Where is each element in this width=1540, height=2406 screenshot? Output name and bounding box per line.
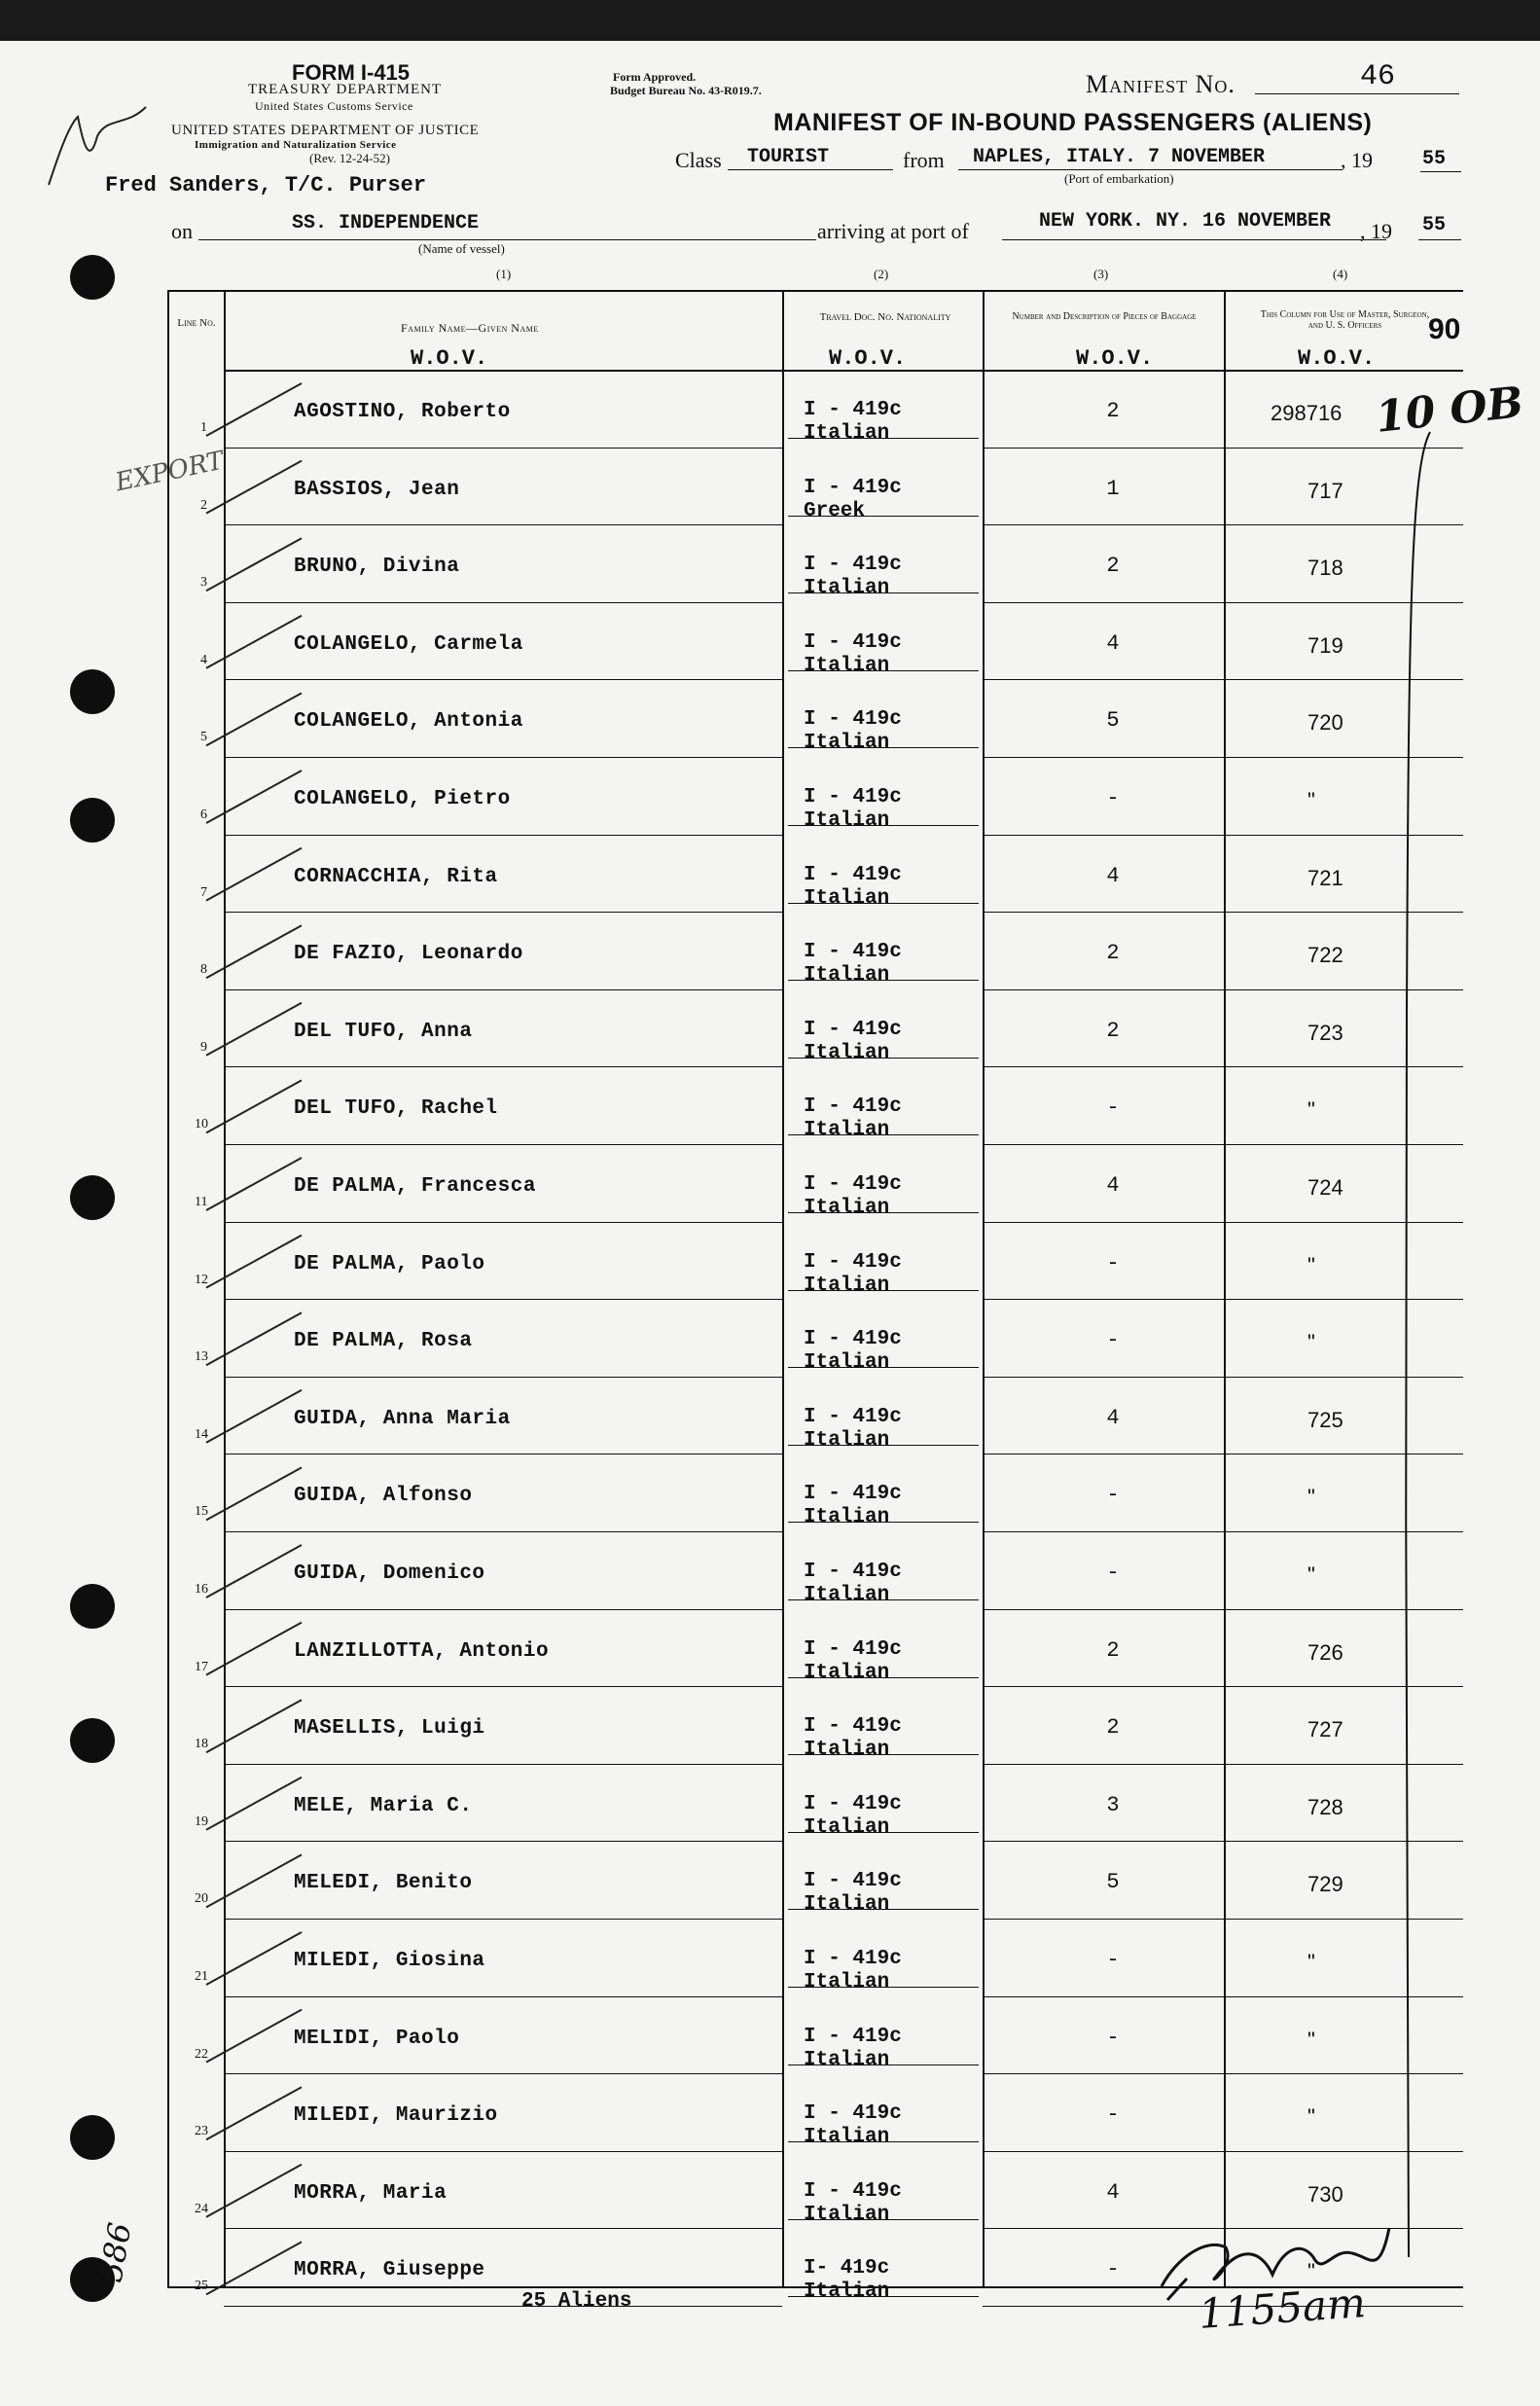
nationality: Italian — [804, 886, 890, 910]
row-rule-rest — [983, 524, 1463, 525]
ins-service: Immigration and Naturalization Service — [195, 139, 397, 151]
col-number-2: (2) — [874, 267, 889, 281]
row-rule-rest — [983, 1066, 1463, 1067]
officer-number: " — [1307, 1330, 1315, 1355]
baggage-count: 3 — [1106, 1792, 1120, 1817]
baggage-count: - — [1106, 1561, 1120, 1585]
passenger-name: MASELLIS, Luigi — [294, 1717, 485, 1741]
arriving-label: arriving at port of — [817, 219, 969, 243]
line-number: 3 — [200, 575, 207, 591]
passenger-name: DE FAZIO, Leonardo — [294, 943, 523, 966]
officer-number: 717 — [1307, 478, 1343, 503]
class-rule — [728, 169, 893, 170]
travel-doc-number: I - 419c — [804, 1637, 902, 1661]
line-number: 5 — [200, 730, 207, 745]
line-number: 12 — [195, 1272, 208, 1287]
row-rule-name — [224, 835, 782, 836]
nationality: Italian — [804, 809, 890, 832]
year-prefix-2: , 19 — [1360, 219, 1392, 243]
nationality: Italian — [804, 1893, 890, 1917]
baggage-header: Number and Description of Pieces of Baggage — [1012, 311, 1197, 322]
passenger-name: GUIDA, Alfonso — [294, 1485, 473, 1508]
row-rule-name — [224, 912, 782, 913]
row-rule-rest — [983, 912, 1463, 913]
row-rule-name — [224, 1222, 782, 1223]
passenger-name: COLANGELO, Pietro — [294, 788, 511, 810]
row-rule-doc — [788, 980, 979, 981]
row-rule-doc — [788, 1445, 979, 1446]
row-rule-doc — [788, 1522, 979, 1523]
row-rule-rest — [983, 757, 1463, 758]
row-rule-rest — [983, 679, 1463, 680]
officer-header: This Column for Use of Master, Surgeon, and U. S. Officers — [1260, 309, 1430, 331]
row-rule-doc — [788, 2219, 979, 2220]
row-rule-name — [224, 448, 782, 449]
travel-doc-number: I - 419c — [804, 1405, 902, 1428]
baggage-count: - — [1106, 1948, 1120, 1972]
doc-header: Travel Doc. No. Nationality — [819, 311, 951, 323]
row-rule-rest — [983, 835, 1463, 836]
travel-doc-number: I - 419c — [804, 1250, 902, 1274]
passenger-name: MORRA, Giuseppe — [294, 2259, 485, 2282]
line-number: 23 — [195, 2124, 208, 2139]
row-rule-rest — [983, 2151, 1463, 2152]
row-rule-doc — [788, 2296, 979, 2297]
travel-doc-number: I - 419c — [804, 786, 902, 808]
nationality: Italian — [804, 1351, 890, 1375]
manifest-no-value: 46 — [1360, 60, 1396, 93]
row-rule-name — [224, 1609, 782, 1610]
row-rule-rest — [983, 448, 1463, 449]
travel-doc-number: I - 419c — [804, 1095, 902, 1119]
punch-hole — [70, 2115, 115, 2160]
line-number: 11 — [195, 1195, 208, 1209]
baggage-count: - — [1106, 1250, 1120, 1275]
row-rule-rest — [983, 1686, 1463, 1687]
row-rule-name — [224, 1841, 782, 1842]
row-rule-name — [224, 757, 782, 758]
officer-number: 721 — [1307, 865, 1343, 890]
punch-hole — [70, 1718, 115, 1763]
passenger-name: DE PALMA, Paolo — [294, 1252, 485, 1275]
passenger-name: GUIDA, Domenico — [294, 1562, 485, 1585]
travel-doc-number: I - 419c — [804, 1328, 902, 1351]
line-number: 13 — [195, 1349, 208, 1365]
line-number: 2 — [200, 497, 207, 513]
officer-signature — [1148, 2218, 1411, 2306]
time-handwriting: 1155am — [1197, 2279, 1368, 2338]
form-approved: Form Approved. — [613, 70, 697, 84]
officer-number: 723 — [1307, 1020, 1343, 1045]
customs-service: United States Customs Service — [255, 99, 413, 113]
ob-handwriting: 10 OB — [1373, 377, 1526, 443]
baggage-count: - — [1106, 2025, 1120, 2050]
row-rule-name — [224, 2228, 782, 2229]
line-number: 8 — [200, 962, 207, 978]
travel-doc-number: I - 419c — [804, 708, 902, 732]
passenger-name: BRUNO, Divina — [294, 556, 460, 579]
passenger-name: DE PALMA, Rosa — [294, 1330, 473, 1353]
line-number: 14 — [195, 1426, 208, 1442]
baggage-count: 4 — [1106, 2179, 1120, 2205]
row-rule-rest — [983, 1609, 1463, 1610]
from-rule — [958, 169, 1343, 170]
row-rule-rest — [983, 2073, 1463, 2074]
passenger-name: DE PALMA, Francesca — [294, 1175, 536, 1198]
travel-doc-number: I - 419c — [804, 1173, 902, 1196]
travel-doc-number: I - 419c — [804, 1483, 902, 1506]
officer-number: 728 — [1307, 1794, 1343, 1819]
row-rule-rest — [983, 1531, 1463, 1532]
treasury-dept: TREASURY DEPARTMENT — [248, 82, 443, 97]
year-rule-2 — [1418, 239, 1461, 240]
nationality: Italian — [804, 1119, 890, 1142]
travel-doc-number: I - 419c — [804, 941, 902, 964]
row-rule-doc — [788, 438, 979, 439]
travel-doc-number: I - 419c — [804, 2179, 902, 2203]
passenger-name: DEL TUFO, Rachel — [294, 1097, 498, 1121]
row-rule-doc — [788, 1367, 979, 1368]
travel-doc-number: I - 419c — [804, 2025, 902, 2048]
row-rule-doc — [788, 1290, 979, 1291]
passenger-name: MORRA, Maria — [294, 2181, 448, 2205]
nationality: Italian — [804, 1274, 890, 1297]
baggage-count: 4 — [1106, 863, 1120, 888]
row-rule-rest — [983, 1841, 1463, 1842]
row-rule-rest — [983, 1144, 1463, 1145]
baggage-count: 2 — [1106, 941, 1120, 966]
nationality: Italian — [804, 964, 890, 988]
manifest-no-label: Manifest No. — [1086, 70, 1236, 98]
officer-number: 726 — [1307, 1639, 1343, 1665]
line-number: 21 — [195, 1969, 208, 1984]
officer-bracket-line — [1401, 428, 1440, 2286]
officer-number: " — [1307, 1562, 1315, 1587]
row-rule-doc — [788, 747, 979, 748]
line-number: 20 — [195, 1891, 208, 1907]
passenger-name: CORNACCHIA, Rita — [294, 865, 498, 888]
line-number: 6 — [200, 808, 207, 822]
vessel-caption: (Name of vessel) — [418, 241, 505, 256]
punch-hole — [70, 255, 115, 300]
travel-doc-number: I - 419c — [804, 630, 902, 654]
nationality: Italian — [804, 732, 890, 755]
wov-doc-header: W.O.V. — [829, 346, 907, 371]
nationality: Italian — [804, 1815, 890, 1839]
line-number: 15 — [195, 1504, 208, 1520]
table-left-rule — [167, 290, 169, 2286]
row-rule-name — [224, 679, 782, 680]
baggage-count: - — [1106, 1095, 1120, 1121]
officer-number: 730 — [1307, 2181, 1343, 2207]
arriving-rule — [1002, 239, 1386, 240]
vessel-rule — [198, 239, 816, 240]
nationality: Italian — [804, 654, 890, 677]
passenger-name: GUIDA, Anna Maria — [294, 1407, 511, 1430]
manifest-no-rule — [1255, 93, 1459, 94]
officer-number: 719 — [1307, 632, 1343, 658]
officer-number: 718 — [1307, 556, 1343, 581]
nationality: Italian — [804, 2280, 890, 2304]
export-handwriting: EXPORT — [113, 446, 227, 498]
row-rule-name — [224, 1144, 782, 1145]
officer-number: " — [1307, 2027, 1315, 2052]
line-number: 25 — [195, 2279, 208, 2294]
col-number-1: (1) — [496, 267, 512, 281]
officer-number: " — [1307, 1097, 1315, 1123]
line-number: 1 — [200, 420, 207, 435]
nationality: Italian — [804, 2126, 890, 2149]
wov-bag-header: W.O.V. — [1076, 346, 1154, 371]
wov-name-header: W.O.V. — [411, 346, 488, 371]
travel-doc-number: I - 419c — [804, 1948, 902, 1970]
line-number: 16 — [195, 1582, 208, 1597]
purser-name: Fred Sanders, T/C. Purser — [105, 173, 427, 198]
left-number-handwriting: 586 — [91, 2219, 139, 2285]
left-margin-strip — [0, 41, 146, 2406]
row-rule-doc — [788, 1909, 979, 1910]
arriving-value: NEW YORK. NY. 16 NOVEMBER — [1039, 210, 1332, 233]
justice-dept: UNITED STATES DEPARTMENT OF JUSTICE — [171, 123, 480, 138]
passenger-name: MELIDI, Paolo — [294, 2027, 460, 2050]
line-number: 19 — [195, 1813, 208, 1829]
travel-doc-number: I- 419c — [804, 2257, 890, 2280]
row-rule-name — [224, 1686, 782, 1687]
row-rule-name — [224, 1299, 782, 1300]
margin-scribble — [39, 97, 156, 195]
line-number: 7 — [200, 884, 207, 900]
travel-doc-number: I - 419c — [804, 1870, 902, 1893]
officer-number: " — [1307, 1252, 1315, 1277]
baggage-count: 2 — [1106, 1715, 1120, 1741]
passenger-name: COLANGELO, Antonia — [294, 710, 523, 734]
row-rule-rest — [983, 1764, 1463, 1765]
row-rule-doc — [788, 1212, 979, 1213]
doc-divider — [983, 290, 985, 2286]
nationality: Italian — [804, 1041, 890, 1064]
col-number-3: (3) — [1093, 267, 1109, 281]
row-rule-name — [224, 2073, 782, 2074]
travel-doc-number: I - 419c — [804, 863, 902, 886]
officer-number: 720 — [1307, 710, 1343, 736]
baggage-count: 2 — [1106, 1637, 1120, 1663]
year-value-1: 55 — [1422, 148, 1447, 170]
name-header: Family Name—Given Name — [401, 321, 539, 335]
punch-hole — [70, 798, 115, 843]
officer-number: " — [1307, 1950, 1315, 1974]
travel-doc-number: I - 419c — [804, 2102, 902, 2126]
passenger-name: BASSIOS, Jean — [294, 478, 460, 501]
passenger-name: MILEDI, Giosina — [294, 1950, 485, 1972]
from-label: from — [903, 148, 945, 172]
nationality: Italian — [804, 422, 890, 445]
punch-hole — [70, 1175, 115, 1220]
name-divider — [782, 290, 784, 2286]
officer-number: 724 — [1307, 1175, 1343, 1200]
nationality: Italian — [804, 1661, 890, 1684]
row-rule-name — [224, 989, 782, 990]
officer-number: 727 — [1307, 1717, 1343, 1742]
corner-mark: 90 — [1428, 313, 1461, 345]
nationality: Italian — [804, 1584, 890, 1606]
passenger-name: MELE, Maria C. — [294, 1794, 473, 1817]
nationality: Italian — [804, 2203, 890, 2226]
row-rule-rest — [983, 1377, 1463, 1378]
line-number: 10 — [195, 1117, 208, 1132]
row-rule-name — [224, 2306, 782, 2307]
row-rule-doc — [788, 1677, 979, 1678]
class-label: Class — [675, 148, 722, 172]
baggage-count: - — [1106, 1328, 1120, 1353]
line-number: 9 — [200, 1039, 207, 1055]
nationality: Italian — [804, 1971, 890, 1993]
budget-bureau: Budget Bureau No. 43-R019.7. — [610, 84, 762, 97]
row-rule-doc — [788, 516, 979, 517]
passenger-name: DEL TUFO, Anna — [294, 1020, 473, 1043]
port-embarkation-caption: (Port of embarkation) — [1064, 171, 1174, 186]
officer-number: 729 — [1307, 1872, 1343, 1897]
nationality: Italian — [804, 1739, 890, 1762]
row-rule-doc — [788, 1599, 979, 1600]
travel-doc-number: I - 419c — [804, 399, 902, 421]
officer-number: 298716 — [1271, 401, 1343, 425]
row-rule-rest — [983, 602, 1463, 603]
punch-hole — [70, 669, 115, 714]
travel-doc-number: I - 419c — [804, 1018, 902, 1041]
passenger-name: LANZILLOTTA, Antonio — [294, 1639, 550, 1663]
total-aliens: 25 Aliens — [521, 2290, 632, 2313]
year-rule-1 — [1420, 171, 1461, 172]
passenger-name: MILEDI, Maurizio — [294, 2104, 498, 2128]
baggage-count: 5 — [1106, 1870, 1120, 1895]
row-rule-doc — [788, 903, 979, 904]
row-rule-name — [224, 1996, 782, 1997]
row-rule-doc — [788, 1832, 979, 1833]
row-rule-rest — [983, 1222, 1463, 1223]
row-rule-name — [224, 602, 782, 603]
passenger-name: AGOSTINO, Roberto — [294, 401, 511, 423]
row-rule-rest — [983, 989, 1463, 990]
officer-number: " — [1307, 2104, 1315, 2130]
travel-doc-number: I - 419c — [804, 1715, 902, 1739]
row-rule-name — [224, 1919, 782, 1920]
baggage-count: 4 — [1106, 630, 1120, 656]
nationality: Italian — [804, 1197, 890, 1219]
officer-number: 722 — [1307, 943, 1343, 968]
travel-doc-number: I - 419c — [804, 554, 902, 577]
row-rule-doc — [788, 1754, 979, 1755]
line-no-divider — [224, 290, 226, 2286]
row-rule-doc — [788, 2141, 979, 2142]
baggage-count: - — [1106, 2102, 1120, 2128]
line-number: 24 — [195, 2201, 208, 2216]
officer-number: 725 — [1307, 1407, 1343, 1432]
officer-number: " — [1307, 788, 1315, 812]
travel-doc-number: I - 419c — [804, 1792, 902, 1815]
line-number: 4 — [200, 652, 207, 667]
wov-officer-header: W.O.V. — [1298, 346, 1376, 371]
officer-number: " — [1307, 1485, 1315, 1510]
line-number: 18 — [195, 1737, 208, 1752]
baggage-count: - — [1106, 786, 1120, 810]
line-number: 17 — [195, 1659, 208, 1674]
baggage-count: 4 — [1106, 1173, 1120, 1198]
row-rule-name — [224, 1531, 782, 1532]
row-rule-doc — [788, 1134, 979, 1135]
baggage-count: 1 — [1106, 476, 1120, 501]
row-rule-name — [224, 524, 782, 525]
travel-doc-number: I - 419c — [804, 476, 902, 499]
nationality: Italian — [804, 1428, 890, 1452]
baggage-count: 2 — [1106, 1018, 1120, 1043]
form-number: FORM I-415 — [292, 60, 411, 85]
row-rule-doc — [788, 1058, 979, 1059]
bag-divider — [1224, 290, 1226, 2286]
travel-doc-number: I - 419c — [804, 1561, 902, 1583]
manifest-title: MANIFEST OF IN-BOUND PASSENGERS (ALIENS) — [773, 109, 1373, 136]
class-value: TOURIST — [747, 146, 830, 168]
row-rule-name — [224, 1377, 782, 1378]
year-value-2: 55 — [1422, 214, 1447, 236]
row-rule-rest — [983, 1919, 1463, 1920]
vessel-name: SS. INDEPENDENCE — [292, 212, 480, 234]
header-bottom-rule — [224, 370, 1463, 372]
line-number: 22 — [195, 2046, 208, 2062]
baggage-count: 2 — [1106, 399, 1120, 423]
punch-hole — [70, 1584, 115, 1629]
nationality: Italian — [804, 577, 890, 600]
nationality: Italian — [804, 2048, 890, 2071]
row-rule-doc — [788, 825, 979, 826]
on-label: on — [171, 219, 193, 243]
line-no-header: Line No. — [177, 317, 216, 329]
row-rule-rest — [983, 1299, 1463, 1300]
nationality: Italian — [804, 1506, 890, 1529]
row-rule-name — [224, 2151, 782, 2152]
form-revision: (Rev. 12-24-52) — [309, 151, 390, 165]
year-prefix-1: , 19 — [1341, 148, 1373, 172]
baggage-count: - — [1106, 1483, 1120, 1508]
baggage-count: 5 — [1106, 708, 1120, 734]
row-rule-doc — [788, 670, 979, 671]
from-value: NAPLES, ITALY. 7 NOVEMBER — [973, 146, 1266, 168]
passenger-name: MELEDI, Benito — [294, 1872, 473, 1895]
nationality: Greek — [804, 499, 866, 522]
row-rule-name — [224, 1066, 782, 1067]
row-rule-name — [224, 1764, 782, 1765]
row-rule-doc — [788, 1987, 979, 1988]
passenger-name: COLANGELO, Carmela — [294, 632, 523, 656]
officer-number: " — [1307, 2259, 1315, 2284]
row-rule-rest — [983, 1996, 1463, 1997]
baggage-count: 4 — [1106, 1405, 1120, 1430]
col-number-4: (4) — [1333, 267, 1348, 281]
baggage-count: - — [1106, 2257, 1120, 2282]
table-top-rule — [167, 290, 1463, 292]
baggage-count: 2 — [1106, 554, 1120, 579]
